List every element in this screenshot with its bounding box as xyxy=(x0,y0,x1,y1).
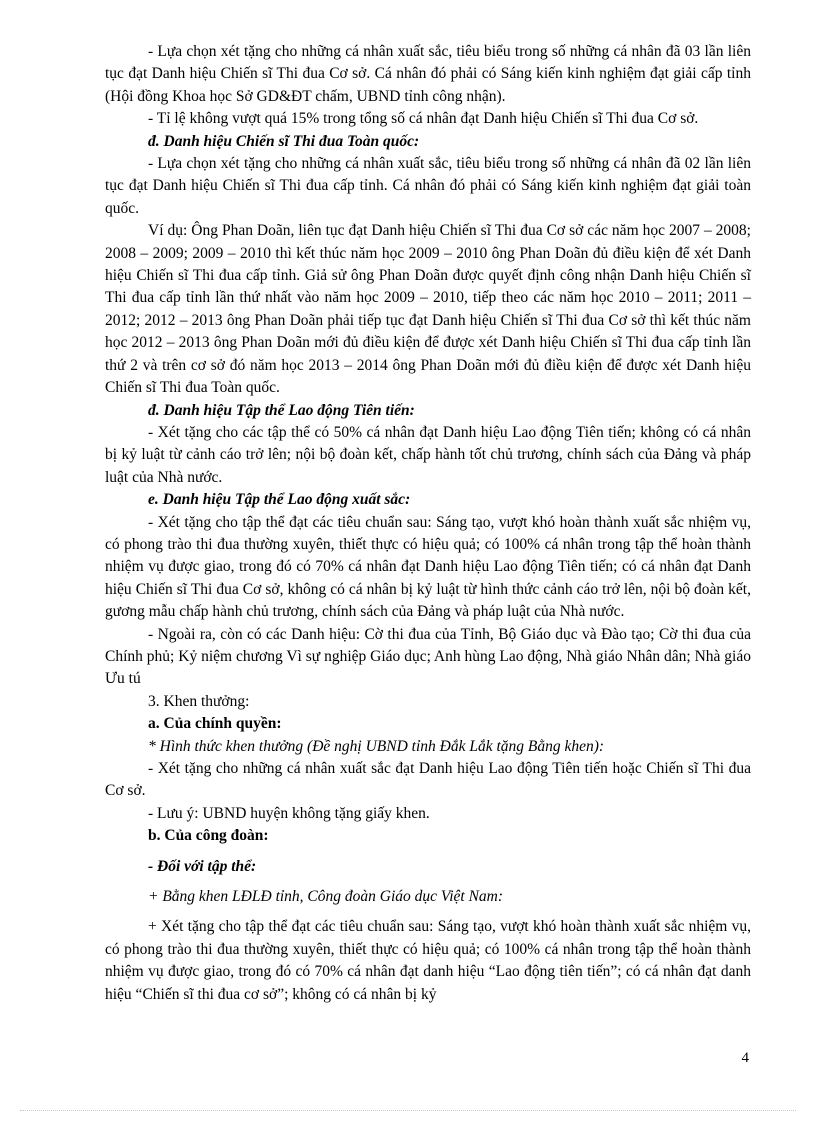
paragraph-hinh-thuc: * Hình thức khen thưởng (Đề nghị UBND tỉnh Đắk Lắk tặng Bằng khen): xyxy=(148,737,605,755)
paragraph-7: - Xét tặng cho những cá nhân xuất sắc đạt Danh hiệu Lao động Tiên tiến hoặc Chiến sĩ Thi đua Cơ sở. xyxy=(105,760,751,800)
paragraph-6: - Ngoài ra, còn có các Danh hiệu: Cờ thi đua của Tỉnh, Bộ Giáo dục và Đào tạo; Cờ thi đua của Chính phủ; Kỷ niệm chương Vì sự nghiệp Giáo dục; Anh hùng Lao động, Nhà giáo Nhân dân; Nhà giáo Ưu tú xyxy=(105,625,751,688)
document-body xyxy=(105,41,751,1006)
paragraph-3: - Lựa chọn xét tặng cho những cá nhân xuất sắc, tiêu biểu trong số những cá nhân đã 02 lần liên tục đạt Danh hiệu Chiến sĩ Thi đua cấp tỉnh. Cá nhân đó phải có Sáng kiến kinh nghiệm đạt giải toàn quốc. xyxy=(105,155,751,217)
heading-cua-cong-doan: b. Của công đoàn: xyxy=(148,827,269,845)
page-bottom-divider xyxy=(20,1110,796,1111)
paragraph-bang-khen: + Bằng khen LĐLĐ tỉnh, Công đoàn Giáo dục Việt Nam: xyxy=(148,888,504,906)
paragraph-8: + Xét tặng cho tập thể đạt các tiêu chuẩn sau: Sáng tạo, vượt khó hoàn thành xuất sắc nhiệm vụ, có phong trào thi đua thường xuyên, thiết thực có hiệu quả; có 100% cá nhân trong tập thể hoàn thành nhiệm vụ được giao, trong đó có 70% cá nhân đạt danh hiệu “Lao động tiên tiến”; có cá nhân đạt danh hiệu “Chiến sĩ thi đua cơ sở”; không có cá nhân bị kỷ xyxy=(105,918,751,1003)
heading-khen-thuong: 3. Khen thưởng: xyxy=(148,692,250,710)
paragraph-1: - Lựa chọn xét tặng cho những cá nhân xuất sắc, tiêu biểu trong số những cá nhân đã 03 lần liên tục đạt Danh hiệu Chiến sĩ Thi đua Cơ sở. Cá nhân đó phải có Sáng kiến kinh nghiệm đạt giải cấp tỉnh (Hội đồng Khoa học Sở GD&ĐT chấm, UBND tỉnh công nhận). xyxy=(105,43,751,105)
paragraph-5: - Xét tặng cho tập thể đạt các tiêu chuẩn sau: Sáng tạo, vượt khó hoàn thành xuất sắc nhiệm vụ, có phong trào thi đua thường xuyên, thiết thực có hiệu quả; có 100% cá nhân trong tập thể hoàn thành nhiệm vụ được giao, trong đó có 70% cá nhân đạt Danh hiệu Lao động Tiên tiến; có cá nhân đạt Danh hiệu Chiến sĩ Thi đua Cơ sở, không có cá nhân bị kỷ luật từ hình thức cảnh cáo trở lên, nội bộ đoàn kết, gương mẫu chấp hành chủ trương, chính sách của Đảng và pháp luật của Nhà nước. xyxy=(105,513,751,621)
heading-cua-chinh-quyen: a. Của chính quyền: xyxy=(148,715,282,733)
heading-tap-the-xuat-sac: e. Danh hiệu Tập thể Lao động xuất sắc: xyxy=(148,491,411,509)
page-number: 4 xyxy=(741,1050,749,1066)
paragraph-example: Ví dụ: Ông Phan Doãn, liên tục đạt Danh hiệu Chiến sĩ Thi đua Cơ sở các năm học 2007 – 2008; 2008 – 2009; 2009 – 2010 thì kết thúc năm học 2009 – 2010 ông Phan Doãn đủ điều kiện để xét Danh hiệu Chiến sĩ Thi đua cấp tỉnh. Giả sử ông Phan Doãn được quyết định công nhận Danh hiệu Chiến sĩ Thi đua cấp tỉnh lần thứ nhất vào năm học 2009 – 2010, tiếp theo các năm học 2010 – 2011; 2011 – 2012; 2012 – 2013 ông Phan Doãn phải tiếp tục đạt Danh hiệu Chiến sĩ Thi đua Cơ sở thì kết thúc năm học 2012 – 2013 ông Phan Doãn mới đủ điều kiện để được xét Danh hiệu Chiến sĩ Thi đua cấp tỉnh lần thứ 2 và trên cơ sở đó năm học 2013 – 2014 ông Phan Doãn mới đủ điều kiện để được xét Danh hiệu Chiến sĩ Thi đua Toàn quốc. xyxy=(105,222,751,397)
heading-tap-the-tien-tien: đ. Danh hiệu Tập thể Lao động Tiên tiến: xyxy=(148,401,415,419)
paragraph-luu-y: - Lưu ý: UBND huyện không tặng giấy khen. xyxy=(148,804,430,822)
paragraph-2: - Tỉ lệ không vượt quá 15% trong tổng số cá nhân đạt Danh hiệu Chiến sĩ Thi đua Cơ sở. xyxy=(148,110,699,128)
paragraph-4: - Xét tặng cho các tập thể có 50% cá nhân đạt Danh hiệu Lao động Tiên tiến; không có cá nhân bị kỷ luật từ cảnh cáo trở lên; nội bộ đoàn kết, chấp hành tốt chủ trương, chính sách của Đảng và pháp luật của Nhà nước. xyxy=(105,423,751,486)
heading-chien-si-toan-quoc: đ. Danh hiệu Chiến sĩ Thi đua Toàn quốc: xyxy=(148,132,420,150)
heading-doi-voi-tap-the: - Đối với tập thể: xyxy=(148,857,257,875)
